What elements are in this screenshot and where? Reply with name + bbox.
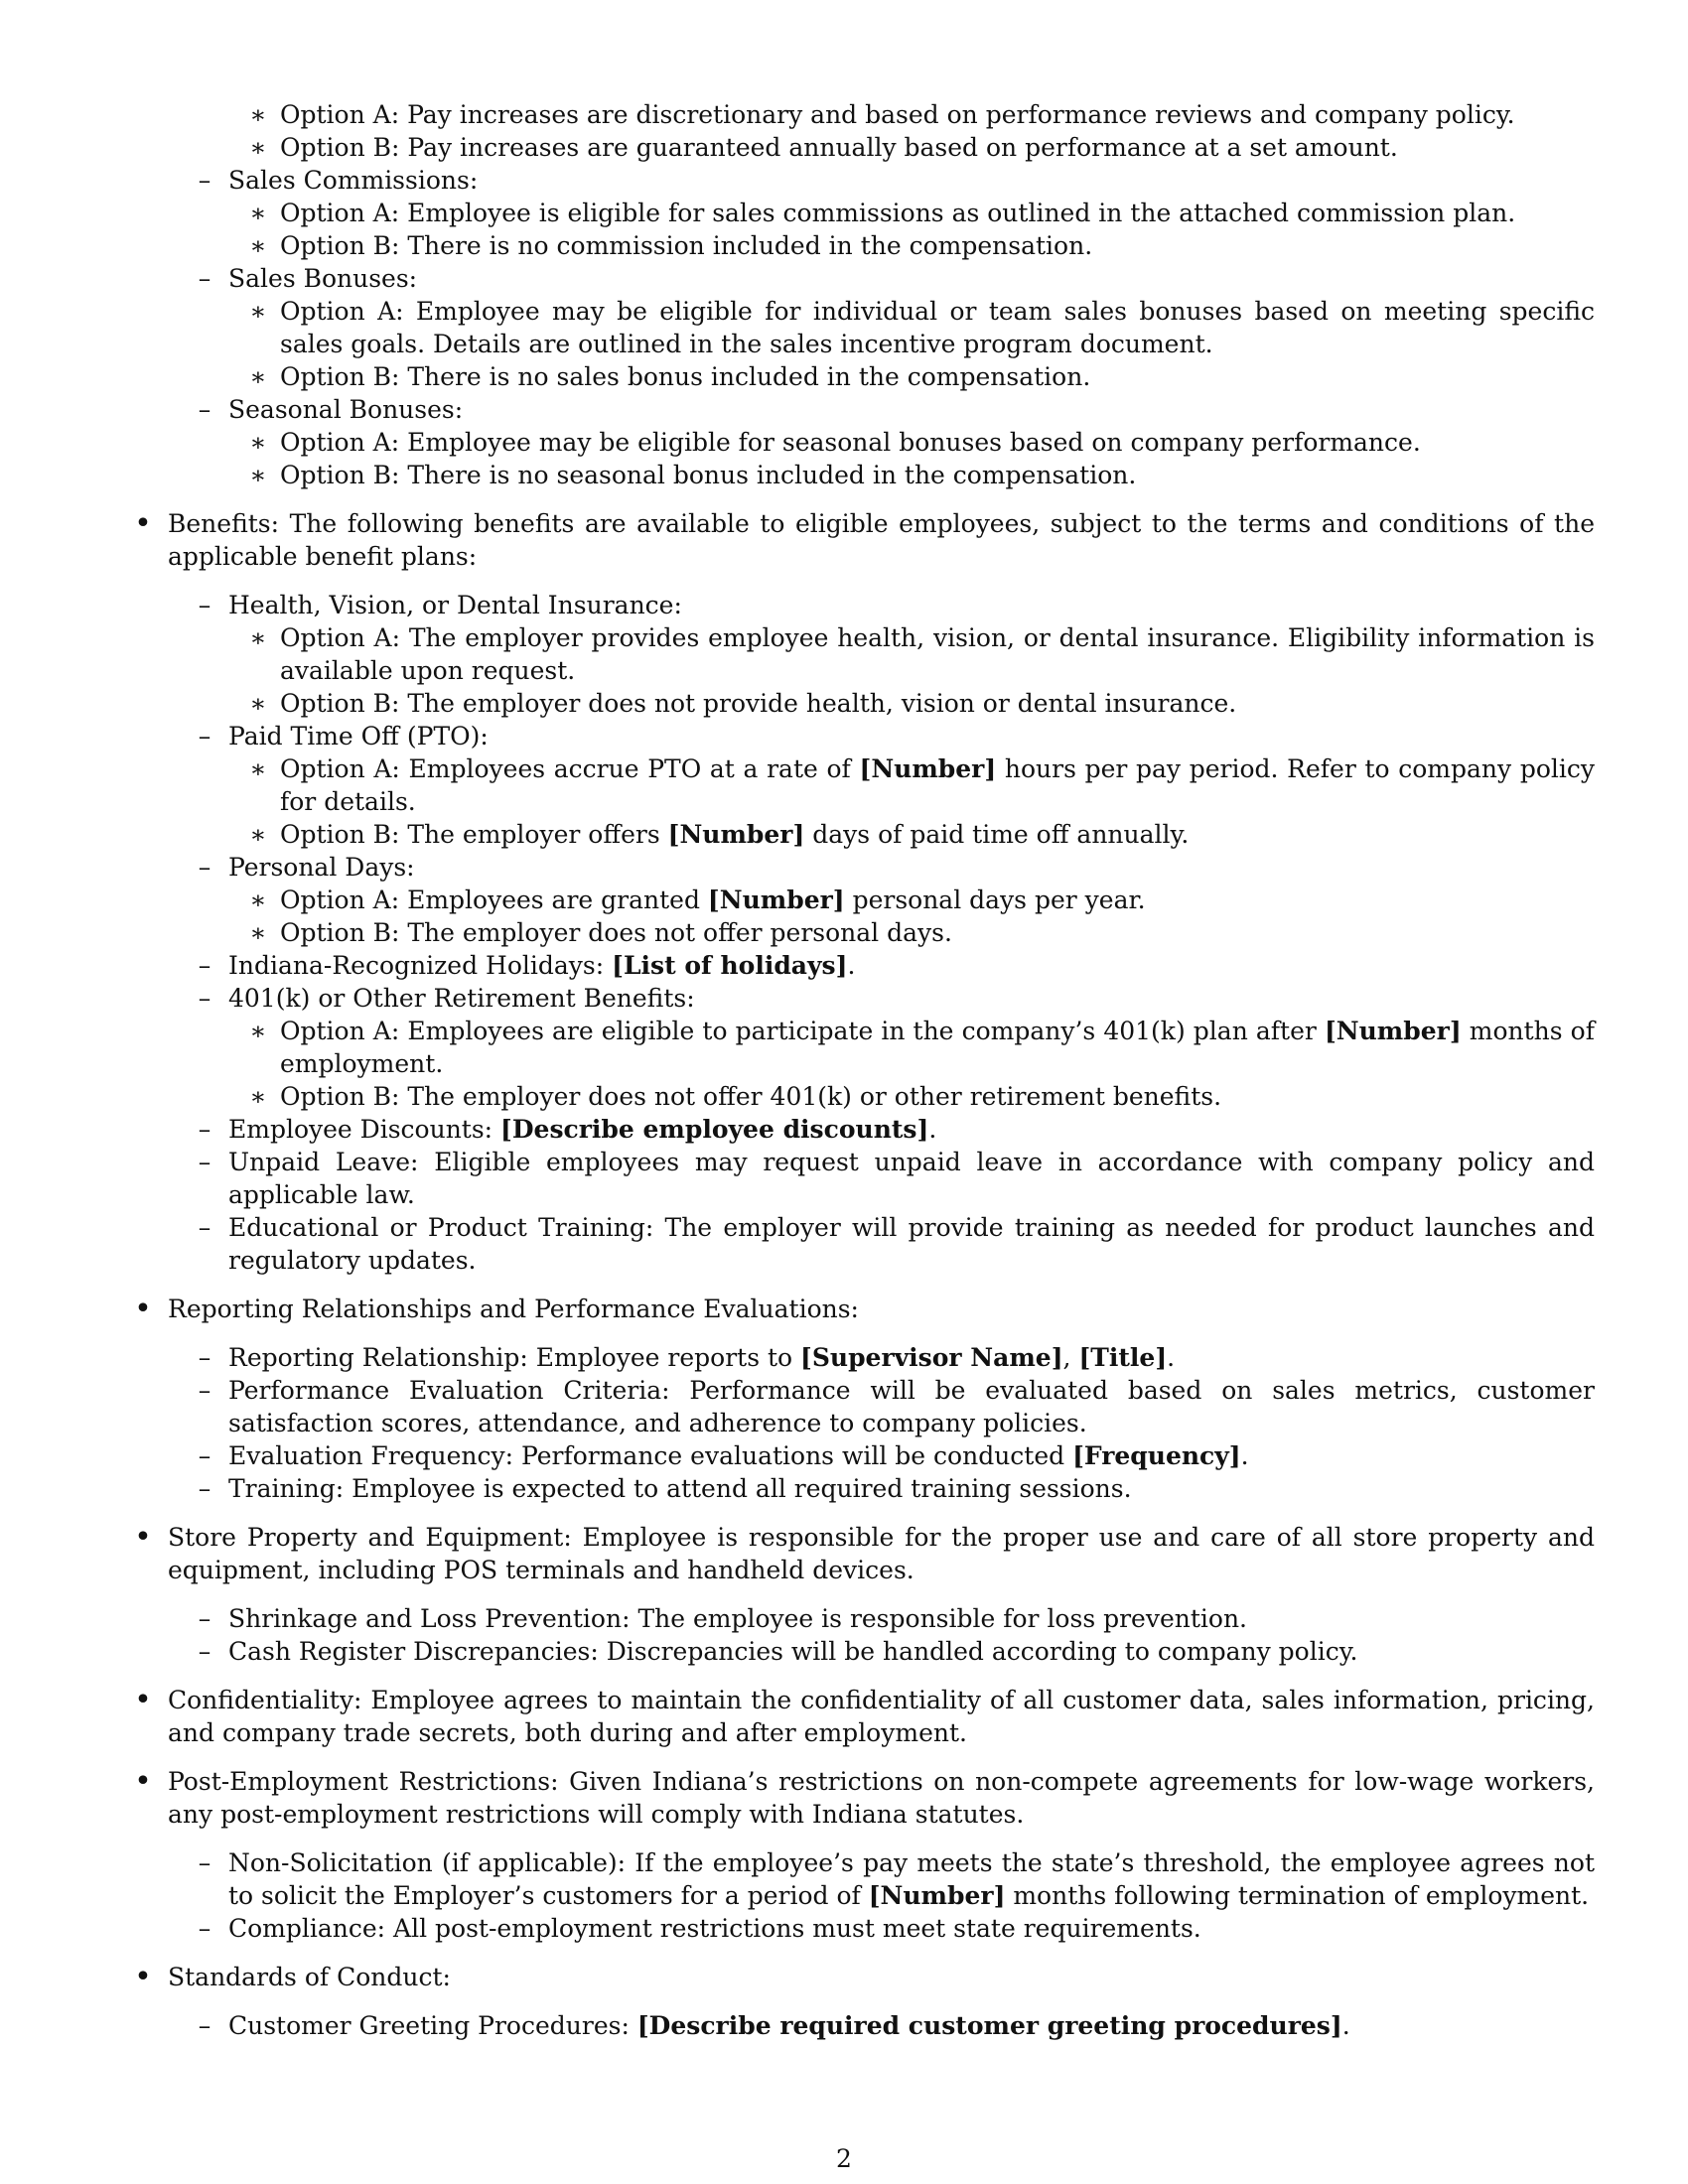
holidays-item: – Indiana-Recognized Holidays: [List of holidays].	[127, 949, 1595, 982]
personal-days-option-b: ∗ Option B: The employer does not offer personal days.	[127, 916, 1595, 949]
insurance-option-a: ∗ Option A: The employer provides employee health, vision, or dental insurance. Eligibility information is available upon request.	[127, 621, 1595, 687]
non-solicitation-item: – Non-Solicitation (if applicable): If the employee’s pay meets the state’s threshold, the employee agrees not to solicit the Employer’s customers for a period of [Number] months following termination of employment.	[127, 1846, 1595, 1912]
bullet-marker: •	[134, 1520, 152, 1555]
benefits-item: • Benefits: The following benefits are available to eligible employees, subject to the terms and conditions of the applicable benefit plans:	[127, 507, 1595, 573]
sales-bonuses-option-a: ∗ Option A: Employee may be eligible for individual or team sales bonuses based on meeting specific sales goals. Details are outlined in the sales incentive program document.	[127, 295, 1595, 360]
star-marker: ∗	[249, 231, 267, 260]
property-item: • Store Property and Equipment: Employee is responsible for the proper use and care of all store property and equipment, including POS terminals and handheld devices.	[127, 1521, 1595, 1586]
confidentiality-item: • Confidentiality: Employee agrees to maintain the confidentiality of all customer data, sales information, pricing, and company trade secrets, both during and after employment.	[127, 1684, 1595, 1749]
reporting-training-item: – Training: Employee is expected to attend all required training sessions.	[127, 1472, 1595, 1505]
retirement-heading: – 401(k) or Other Retirement Benefits:	[127, 982, 1595, 1015]
personal-days-heading: – Personal Days:	[127, 851, 1595, 884]
reporting-item: • Reporting Relationships and Performance Evaluations:	[127, 1293, 1595, 1325]
dash-marker: –	[198, 1148, 211, 1176]
sales-commissions-option-a: ∗ Option A: Employee is eligible for sales commissions as outlined in the attached commission plan.	[127, 197, 1595, 229]
pto-option-b: ∗ Option B: The employer offers [Number] days of paid time off annually.	[127, 818, 1595, 851]
star-marker: ∗	[249, 820, 267, 849]
dash-marker: –	[198, 984, 211, 1013]
dash-marker: –	[198, 1637, 211, 1666]
placeholder-field: [Describe required customer greeting procedures]	[636, 2011, 1342, 2040]
dash-marker: –	[198, 591, 211, 619]
retirement-option-a: ∗ Option A: Employees are eligible to participate in the company’s 401(k) plan after [Number] months of employment.	[127, 1015, 1595, 1080]
star-marker: ∗	[249, 1082, 267, 1111]
pto-heading: – Paid Time Off (PTO):	[127, 720, 1595, 752]
dash-marker: –	[198, 1343, 211, 1372]
star-marker: ∗	[249, 362, 267, 391]
bullet-marker: •	[134, 1764, 152, 1799]
placeholder-field: [Number]	[667, 820, 805, 849]
dash-marker: –	[198, 722, 211, 751]
star-marker: ∗	[249, 297, 267, 326]
sales-bonuses-heading: – Sales Bonuses:	[127, 262, 1595, 295]
pto-option-a: ∗ Option A: Employees accrue PTO at a rate of [Number] hours per pay period. Refer to company policy for details.	[127, 752, 1595, 818]
cash-register-item: – Cash Register Discrepancies: Discrepancies will be handled according to company policy.	[127, 1635, 1595, 1668]
dash-marker: –	[198, 395, 211, 424]
personal-days-option-a: ∗ Option A: Employees are granted [Number] personal days per year.	[127, 884, 1595, 916]
raise-option-b: ∗ Option B: Pay increases are guaranteed annually based on performance at a set amount.	[127, 131, 1595, 164]
dash-marker: –	[198, 1213, 211, 1242]
seasonal-bonuses-heading: – Seasonal Bonuses:	[127, 393, 1595, 426]
dash-marker: –	[198, 2011, 211, 2040]
dash-marker: –	[198, 1914, 211, 1943]
discounts-item: – Employee Discounts: [Describe employee discounts].	[127, 1113, 1595, 1146]
retirement-option-b: ∗ Option B: The employer does not offer 401(k) or other retirement benefits.	[127, 1080, 1595, 1113]
star-marker: ∗	[249, 100, 267, 129]
dash-marker: –	[198, 1474, 211, 1503]
insurance-heading: – Health, Vision, or Dental Insurance:	[127, 589, 1595, 621]
dash-marker: –	[198, 166, 211, 195]
dash-marker: –	[198, 1848, 211, 1877]
placeholder-field: [Describe employee discounts]	[500, 1115, 929, 1144]
bullet-marker: •	[134, 1960, 152, 1994]
seasonal-bonuses-option-b: ∗ Option B: There is no seasonal bonus included in the compensation.	[127, 459, 1595, 491]
placeholder-field: [Title]	[1078, 1343, 1168, 1372]
unpaid-leave-item: – Unpaid Leave: Eligible employees may request unpaid leave in accordance with company policy and applicable law.	[127, 1146, 1595, 1211]
star-marker: ∗	[249, 754, 267, 783]
star-marker: ∗	[249, 623, 267, 652]
placeholder-field: [Frequency]	[1072, 1441, 1241, 1470]
sales-bonuses-option-b: ∗ Option B: There is no sales bonus included in the compensation.	[127, 360, 1595, 393]
sales-commissions-option-b: ∗ Option B: There is no commission included in the compensation.	[127, 229, 1595, 262]
dash-marker: –	[198, 853, 211, 882]
bullet-marker: •	[134, 1292, 152, 1326]
placeholder-field: [Number]	[868, 1881, 1006, 1910]
star-marker: ∗	[249, 1017, 267, 1045]
star-marker: ∗	[249, 133, 267, 162]
dash-marker: –	[198, 951, 211, 980]
page-number: 2	[836, 2144, 852, 2173]
dash-marker: –	[198, 1604, 211, 1633]
dash-marker: –	[198, 1115, 211, 1144]
reporting-relationship-item: – Reporting Relationship: Employee reports to [Supervisor Name], [Title].	[127, 1341, 1595, 1374]
bullet-marker: •	[134, 506, 152, 541]
training-item: – Educational or Product Training: The employer will provide training as needed for product launches and regulatory updates.	[127, 1211, 1595, 1277]
post-employment-item: • Post-Employment Restrictions: Given Indiana’s restrictions on non-compete agreements for low-wage workers, any post-employment restrictions will comply with Indiana statutes.	[127, 1765, 1595, 1831]
dash-marker: –	[198, 1376, 211, 1405]
seasonal-bonuses-option-a: ∗ Option A: Employee may be eligible for seasonal bonuses based on company performance.	[127, 426, 1595, 459]
star-marker: ∗	[249, 199, 267, 227]
placeholder-field: [Number]	[1324, 1017, 1462, 1045]
placeholder-field: [Supervisor Name]	[800, 1343, 1063, 1372]
evaluation-criteria-item: – Performance Evaluation Criteria: Performance will be evaluated based on sales metrics, customer satisfaction scores, attendance, and adherence to company policies.	[127, 1374, 1595, 1439]
placeholder-field: [Number]	[859, 754, 997, 783]
conduct-item: • Standards of Conduct:	[127, 1961, 1595, 1993]
raise-option-a: ∗ Option A: Pay increases are discretionary and based on performance reviews and company policy.	[127, 98, 1595, 131]
sales-commissions-heading: – Sales Commissions:	[127, 164, 1595, 197]
placeholder-field: [List of holidays]	[612, 951, 848, 980]
compliance-item: – Compliance: All post-employment restrictions must meet state requirements.	[127, 1912, 1595, 1945]
star-marker: ∗	[249, 886, 267, 914]
greeting-procedures-item: – Customer Greeting Procedures: [Describe required customer greeting procedures].	[127, 2009, 1595, 2042]
evaluation-frequency-item: – Evaluation Frequency: Performance evaluations will be conducted [Frequency].	[127, 1439, 1595, 1472]
page-content	[127, 98, 1595, 2042]
insurance-option-b: ∗ Option B: The employer does not provide health, vision or dental insurance.	[127, 687, 1595, 720]
shrinkage-item: – Shrinkage and Loss Prevention: The employee is responsible for loss prevention.	[127, 1602, 1595, 1635]
star-marker: ∗	[249, 461, 267, 489]
bullet-marker: •	[134, 1683, 152, 1717]
star-marker: ∗	[249, 689, 267, 718]
star-marker: ∗	[249, 918, 267, 947]
star-marker: ∗	[249, 428, 267, 457]
dash-marker: –	[198, 264, 211, 293]
placeholder-field: [Number]	[707, 886, 845, 914]
dash-marker: –	[198, 1441, 211, 1470]
